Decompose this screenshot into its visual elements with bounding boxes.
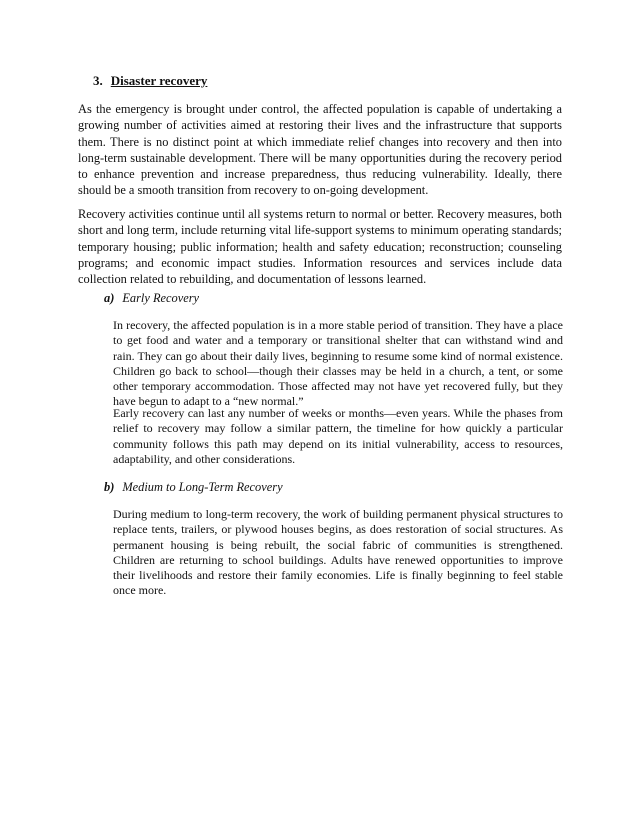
subsection-heading-long-term-recovery xyxy=(104,479,283,495)
activities-paragraph: Recovery activities continue until all systems return to normal or better. Recovery measures, both short and long term, include returning vital life-support systems to minimum operating standards; temporary housing; public information; health and safety education; reconstruction; counseling programs; and economic impact studies. Information resources and services include data collection related to rebuilding, and documentation of lessons learned. xyxy=(78,207,562,287)
subsection-heading-early-recovery xyxy=(104,290,199,306)
subsection-marker: a) xyxy=(104,291,115,305)
section-heading xyxy=(93,73,207,89)
subsection-title: Medium to Long-Term Recovery xyxy=(122,480,283,494)
section-title: Disaster recovery xyxy=(110,73,208,88)
long-term-recovery-paragraph: During medium to long-term recovery, the work of building permanent physical structures to replace tents, trailers, or plywood houses begins, as does restoration of social structures. As permanent housing is being rebuilt, the social fabric of communities is strengthened. Children are returning to school buildings. Adults have renewed opportunities to improve their livelihoods and restore their family economies. Life is finally beginning to feel stable once more. xyxy=(113,507,563,598)
subsection-title: Early Recovery xyxy=(122,291,200,305)
intro-paragraph: As the emergency is brought under control, the affected population is capable of undertaking a growing number of activities aimed at restoring their lives and the infrastructure that supports them. There is no distinct point at which immediate relief changes into recovery and then into long-term sustainable development. There will be many opportunities during the recovery period to enhance prevention and increase preparedness, thus reducing vulnerability. Ideally, there should be a smooth transition from recovery to on-going development. xyxy=(78,102,562,198)
section-number: 3. xyxy=(93,73,103,88)
early-recovery-paragraph-1: In recovery, the affected population is in a more stable period of transition. They have a place to get food and water and a temporary or transitional shelter that can withstand wind and rain. They can go about their daily lives, beginning to resume some kind of normal existence. Children go back to school—though their classes may be held in a church, a tent, or some other temporary accommodation. Those affected may not have yet recovered fully, but they have begun to adapt to a “new normal.” xyxy=(113,318,563,409)
early-recovery-paragraph-2: Early recovery can last any number of weeks or months—even years. While the phases from relief to recovery may follow a similar pattern, the timeline for how quickly a particular community follows this path may depend on its initial vulnerability, access to resources, adaptability, and other considerations. xyxy=(113,406,563,466)
subsection-marker: b) xyxy=(104,480,115,494)
